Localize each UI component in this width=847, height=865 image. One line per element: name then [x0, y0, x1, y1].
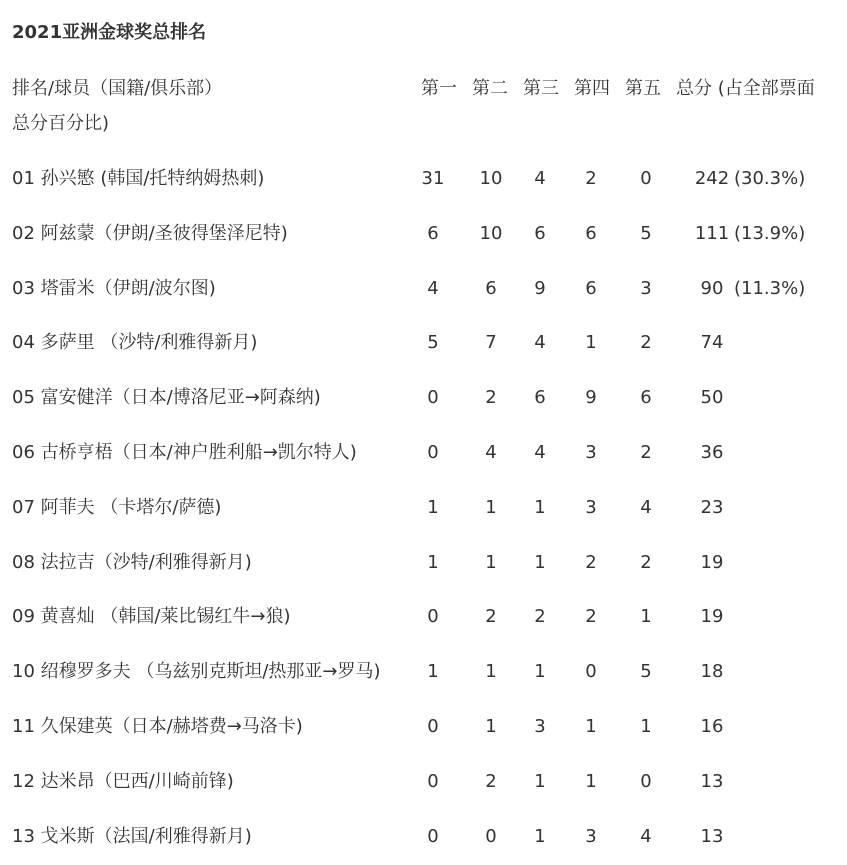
vote-cell-2: 2 [485, 387, 497, 408]
total-cell: 18 [700, 661, 724, 682]
header-first: 第一 [421, 78, 457, 99]
percent-cell: (11.3%) [734, 278, 806, 299]
vote-cell-1: 31 [421, 168, 445, 189]
percent-cell: (13.9%) [734, 223, 806, 244]
table-row [0, 822, 847, 852]
vote-cell-5: 1 [640, 606, 652, 627]
vote-cell-4: 3 [585, 442, 597, 463]
vote-cell-3: 6 [534, 223, 546, 244]
table-row [0, 274, 847, 304]
vote-cell-1: 1 [427, 497, 439, 518]
table-row [0, 383, 847, 413]
table-header [0, 74, 847, 104]
vote-cell-3: 1 [534, 552, 546, 573]
total-cell: 13 [700, 771, 724, 792]
vote-cell-5: 0 [640, 168, 652, 189]
header-second: 第二 [472, 78, 508, 99]
total-cell: 16 [700, 716, 724, 737]
vote-cell-3: 1 [534, 497, 546, 518]
vote-cell-1: 0 [427, 716, 439, 737]
player-cell: 06 古桥亨梧（日本/神户胜利船→凯尔特人) [12, 442, 357, 463]
vote-cell-3: 6 [534, 387, 546, 408]
vote-cell-1: 0 [427, 771, 439, 792]
header-fifth: 第五 [625, 78, 661, 99]
vote-cell-1: 5 [427, 332, 439, 353]
total-cell: 111 [694, 223, 730, 244]
header-total-continued: 总分百分比) [12, 113, 110, 134]
vote-cell-4: 3 [585, 497, 597, 518]
table-row [0, 657, 847, 687]
player-cell: 10 绍穆罗多夫 （乌兹别克斯坦/热那亚→罗马) [12, 661, 381, 682]
player-cell: 08 法拉吉（沙特/利雅得新月) [12, 552, 252, 573]
vote-cell-5: 2 [640, 552, 652, 573]
vote-cell-2: 1 [485, 552, 497, 573]
vote-cell-1: 0 [427, 387, 439, 408]
table-row [0, 493, 847, 523]
vote-cell-4: 2 [585, 168, 597, 189]
table-row [0, 712, 847, 742]
vote-cell-3: 1 [534, 826, 546, 847]
vote-cell-4: 1 [585, 771, 597, 792]
player-cell: 11 久保建英（日本/赫塔费→马洛卡) [12, 716, 303, 737]
player-cell: 09 黄喜灿 （韩国/莱比锡红牛→狼) [12, 606, 291, 627]
table-row [0, 602, 847, 632]
vote-cell-2: 1 [485, 497, 497, 518]
vote-cell-3: 1 [534, 771, 546, 792]
vote-cell-3: 4 [534, 332, 546, 353]
vote-cell-5: 4 [640, 497, 652, 518]
vote-cell-3: 1 [534, 661, 546, 682]
vote-cell-5: 2 [640, 442, 652, 463]
vote-cell-1: 1 [427, 552, 439, 573]
total-cell: 242 [694, 168, 730, 189]
vote-cell-5: 1 [640, 716, 652, 737]
player-cell: 04 多萨里 （沙特/利雅得新月) [12, 332, 258, 353]
vote-cell-5: 3 [640, 278, 652, 299]
vote-cell-5: 6 [640, 387, 652, 408]
vote-cell-4: 0 [585, 661, 597, 682]
vote-cell-3: 9 [534, 278, 546, 299]
vote-cell-2: 10 [479, 223, 503, 244]
vote-cell-3: 4 [534, 168, 546, 189]
header-total: 总分 (占全部票面 [676, 78, 815, 99]
vote-cell-2: 10 [479, 168, 503, 189]
vote-cell-4: 6 [585, 223, 597, 244]
player-cell: 13 戈米斯（法国/利雅得新月) [12, 826, 252, 847]
vote-cell-5: 5 [640, 661, 652, 682]
player-cell: 07 阿菲夫 （卡塔尔/萨德) [12, 497, 222, 518]
vote-cell-2: 1 [485, 716, 497, 737]
total-cell: 23 [700, 497, 724, 518]
total-cell: 74 [700, 332, 724, 353]
table-row [0, 164, 847, 194]
vote-cell-5: 4 [640, 826, 652, 847]
vote-cell-5: 2 [640, 332, 652, 353]
vote-cell-3: 4 [534, 442, 546, 463]
table-row [0, 438, 847, 468]
vote-cell-4: 1 [585, 716, 597, 737]
vote-cell-4: 3 [585, 826, 597, 847]
vote-cell-4: 2 [585, 552, 597, 573]
total-cell: 36 [700, 442, 724, 463]
header-third: 第三 [523, 78, 559, 99]
vote-cell-2: 4 [485, 442, 497, 463]
vote-cell-2: 1 [485, 661, 497, 682]
page-title: 2021亚洲金球奖总排名 [12, 22, 207, 43]
player-cell: 12 达米昂（巴西/川崎前锋) [12, 771, 234, 792]
table-row [0, 548, 847, 578]
total-cell: 19 [700, 552, 724, 573]
table-row [0, 328, 847, 358]
player-cell: 03 塔雷米（伊朗/波尔图) [12, 278, 216, 299]
player-cell: 02 阿兹蒙（伊朗/圣彼得堡泽尼特) [12, 223, 288, 244]
vote-cell-2: 0 [485, 826, 497, 847]
vote-cell-4: 2 [585, 606, 597, 627]
vote-cell-4: 1 [585, 332, 597, 353]
vote-cell-1: 6 [427, 223, 439, 244]
vote-cell-5: 5 [640, 223, 652, 244]
header-player: 排名/球员（国籍/俱乐部） [12, 78, 223, 99]
player-cell: 01 孙兴慜 (韩国/托特纳姆热刺) [12, 168, 265, 189]
vote-cell-1: 4 [427, 278, 439, 299]
total-cell: 19 [700, 606, 724, 627]
table-row [0, 767, 847, 797]
total-cell: 90 [700, 278, 724, 299]
total-cell: 13 [700, 826, 724, 847]
total-cell: 50 [700, 387, 724, 408]
player-cell: 05 富安健洋（日本/博洛尼亚→阿森纳) [12, 387, 321, 408]
vote-cell-4: 6 [585, 278, 597, 299]
vote-cell-2: 6 [485, 278, 497, 299]
vote-cell-2: 7 [485, 332, 497, 353]
vote-cell-3: 2 [534, 606, 546, 627]
vote-cell-1: 1 [427, 661, 439, 682]
vote-cell-5: 0 [640, 771, 652, 792]
vote-cell-1: 0 [427, 606, 439, 627]
vote-cell-1: 0 [427, 442, 439, 463]
vote-cell-1: 0 [427, 826, 439, 847]
vote-cell-4: 9 [585, 387, 597, 408]
vote-cell-3: 3 [534, 716, 546, 737]
table-row [0, 219, 847, 249]
percent-cell: (30.3%) [734, 168, 806, 189]
header-fourth: 第四 [574, 78, 610, 99]
vote-cell-2: 2 [485, 606, 497, 627]
vote-cell-2: 2 [485, 771, 497, 792]
